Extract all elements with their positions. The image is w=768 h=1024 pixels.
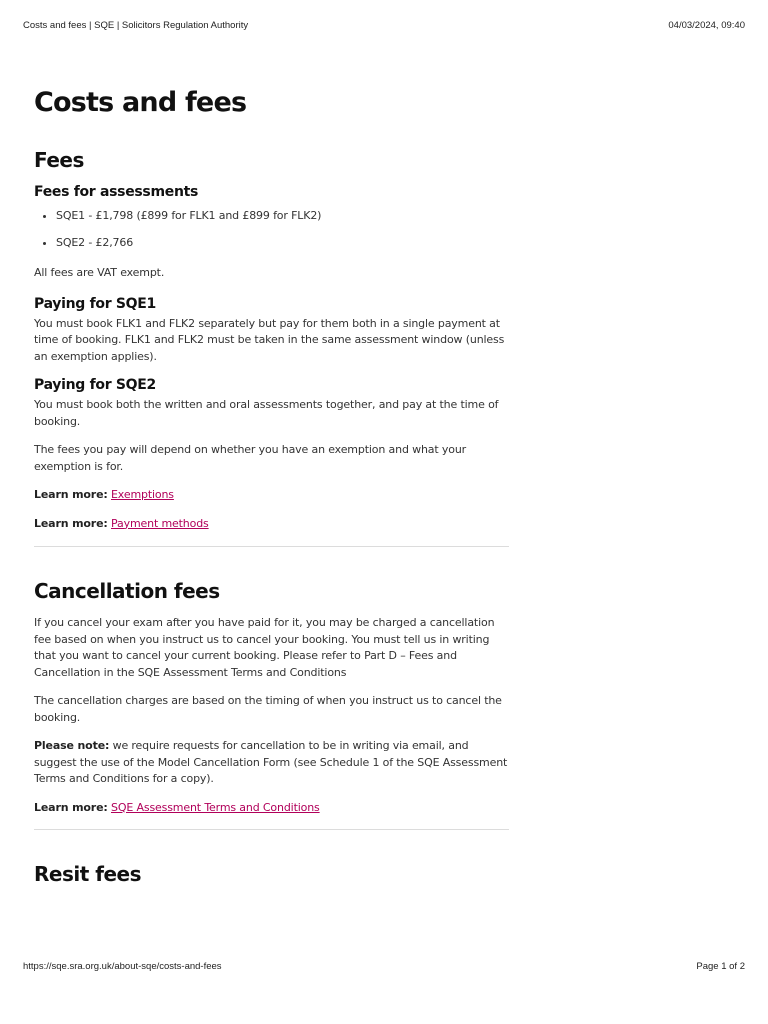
cancellation-heading: Cancellation fees — [34, 579, 220, 603]
payment-methods-link[interactable]: Payment methods — [111, 516, 209, 530]
learn-more-exemptions — [34, 487, 509, 504]
learn-more-payment — [34, 516, 509, 533]
please-note-label: Please note: — [34, 739, 110, 752]
fees-heading: Fees — [34, 148, 84, 172]
fees-list — [34, 208, 509, 251]
print-footer-page: Page 1 of 2 — [696, 961, 745, 972]
cancellation-note — [34, 738, 509, 788]
print-header — [23, 20, 745, 34]
print-footer-url: https://sqe.sra.org.uk/about-sqe/costs-and-fees — [23, 961, 222, 972]
print-header-title: Costs and fees | SQE | Solicitors Regulation Authority — [23, 20, 249, 31]
paying-sqe1-heading: Paying for SQE1 — [34, 295, 156, 312]
fees-section — [34, 146, 509, 532]
resit-heading: Resit fees — [34, 862, 141, 886]
main-content — [34, 84, 509, 896]
paying-sqe1-text: You must book FLK1 and FLK2 separately but pay for them both in a single payment at time of booking. FLK1 and FLK2 must be taken in the same assessment window (unless an exemption applies). — [34, 316, 505, 363]
learn-more-terms — [34, 800, 509, 817]
paying-sqe2-text: You must book both the written and oral assessments together, and pay at the time of booking. — [34, 398, 499, 428]
learn-more-label: Learn more: — [34, 516, 108, 530]
cancellation-text: If you cancel your exam after you have paid for it, you may be charged a cancellation fee based on when you instruct us to cancel your booking. You must tell us in writing that you want to cancel your current booking. Please refer to Part D – Fees and Cancellation in the SQE Assessment Terms and Conditions — [34, 616, 495, 679]
learn-more-label: Learn more: — [34, 800, 108, 814]
page-title: Costs and fees — [34, 87, 247, 118]
resit-section — [34, 830, 509, 888]
please-note-text: we require requests for cancellation to be in writing via email, and suggest the use of the Model Cancellation Form (see Schedule 1 of the SQE Assessment Terms and Conditions for a copy). — [34, 739, 508, 785]
list-item: • SQE2 - £2,766 — [56, 235, 509, 251]
paying-sqe2-heading: Paying for SQE2 — [34, 377, 156, 393]
vat-note: All fees are VAT exempt. — [34, 266, 165, 279]
list-item: • SQE1 - £1,798 (£899 for FLK1 and £899 for FLK2) — [56, 208, 509, 224]
cancellation-charges-text: The cancellation charges are based on the timing of when you instruct us to cancel the booking. — [34, 694, 502, 724]
exemptions-link[interactable]: Exemptions — [111, 488, 174, 501]
print-header-datetime: 04/03/2024, 09:40 — [668, 20, 745, 31]
print-footer — [23, 961, 745, 975]
exemption-text: The fees you pay will depend on whether you have an exemption and what your exemption is for. — [34, 443, 467, 473]
fees-for-assessments-heading: Fees for assessments — [34, 184, 199, 200]
terms-conditions-link[interactable]: SQE Assessment Terms and Conditions — [111, 800, 320, 814]
cancellation-section — [34, 547, 509, 816]
learn-more-label: Learn more: — [34, 488, 108, 501]
